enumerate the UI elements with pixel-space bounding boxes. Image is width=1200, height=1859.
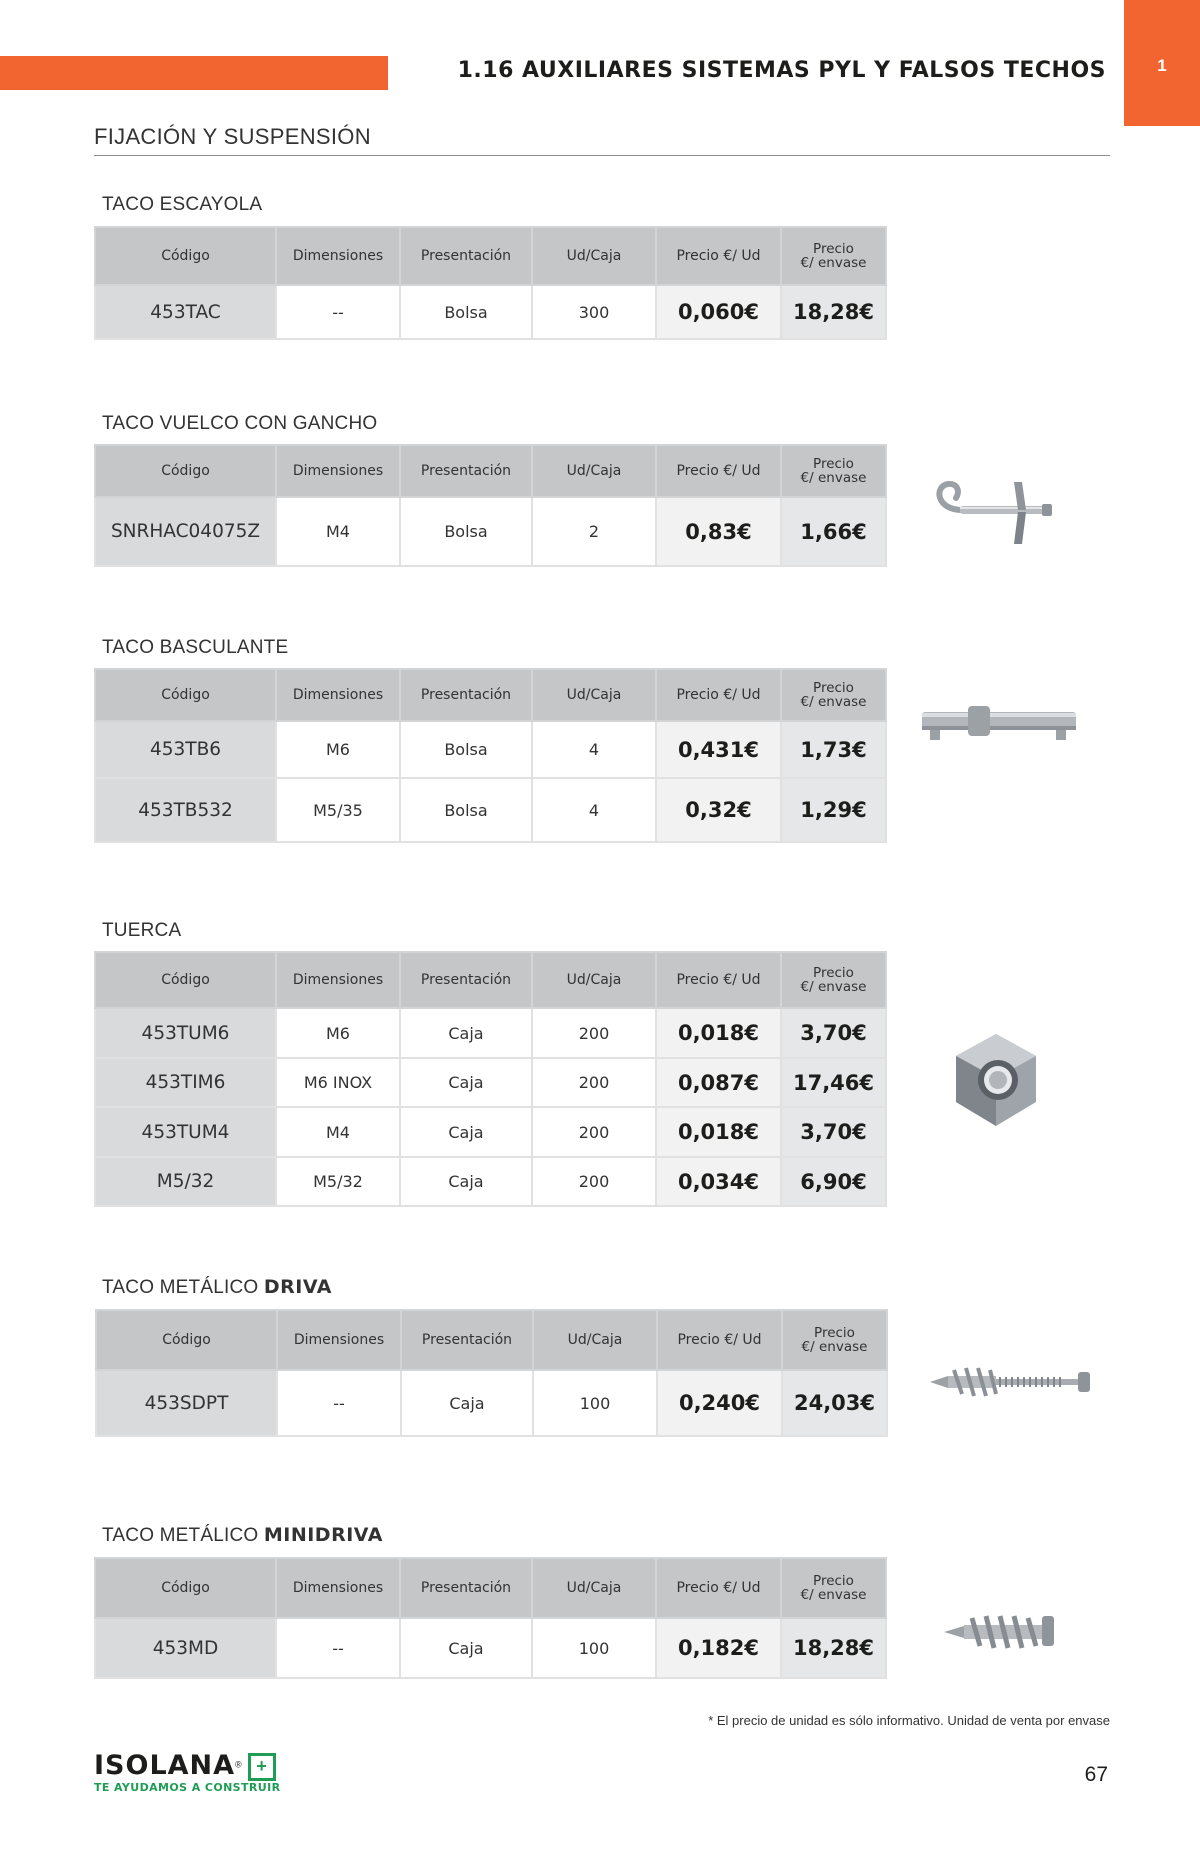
minidriva-anchor-icon (942, 1610, 1058, 1652)
cell-precio-ud: 0,32€ (656, 778, 781, 842)
cell-precio-envase: 1,29€ (781, 778, 886, 842)
col-precio-envase-header (781, 669, 886, 721)
cell-ud-caja: 300 (532, 285, 656, 339)
cell-codigo: 453TAC (95, 285, 276, 339)
header-accent-bar (0, 56, 388, 90)
col-precio-envase-header (781, 1558, 886, 1618)
col-dimensiones-header: Dimensiones (276, 445, 400, 497)
cell-codigo: 453TIM6 (95, 1058, 276, 1107)
col-codigo-header: Código (95, 952, 276, 1008)
price-table (94, 668, 887, 843)
cell-precio-ud: 0,018€ (656, 1008, 781, 1058)
logo-wordmark: ISOLANA (94, 1750, 236, 1781)
product-title (102, 412, 377, 435)
cell-dimensiones: M5/35 (276, 778, 400, 842)
cell-dimensiones: -- (277, 1370, 401, 1436)
product-title-text: TACO VUELCO CON GANCHO (102, 413, 378, 434)
col-precio-envase-header (781, 445, 886, 497)
cell-codigo: 453SDPT (96, 1370, 277, 1436)
product-title (102, 636, 288, 659)
cell-precio-envase: 1,66€ (781, 497, 886, 566)
cell-ud-caja: 100 (532, 1618, 656, 1678)
col-precio-ud-header: Precio €/ Ud (656, 952, 781, 1008)
table-row (96, 1370, 887, 1436)
product-title-bold: DRIVA (263, 1276, 332, 1298)
driva-anchor-icon (928, 1364, 1094, 1400)
cell-precio-ud: 0,060€ (656, 285, 781, 339)
cell-precio-envase: 3,70€ (781, 1008, 886, 1058)
cell-dimensiones: M4 (276, 1107, 400, 1157)
col-presentacion-header: Presentación (401, 1310, 533, 1370)
product-title-text: TACO ESCAYOLA (102, 194, 263, 215)
col-dimensiones-header: Dimensiones (276, 952, 400, 1008)
product-title (102, 1276, 332, 1299)
col-precio-ud-header: Precio €/ Ud (656, 227, 781, 285)
table-row (95, 1058, 886, 1107)
product-title-text: TACO METÁLICO (102, 1277, 264, 1298)
cell-dimensiones: -- (276, 285, 400, 339)
table-header-row (95, 669, 886, 721)
cell-presentacion: Caja (400, 1107, 532, 1157)
col-codigo-header: Código (95, 227, 276, 285)
cell-presentacion: Caja (400, 1618, 532, 1678)
cell-codigo: 453MD (95, 1618, 276, 1678)
cell-precio-ud: 0,431€ (656, 721, 781, 778)
header-line: €/ envase (800, 470, 867, 486)
col-codigo-header: Código (95, 1558, 276, 1618)
col-ud-caja-header: Ud/Caja (532, 1558, 656, 1618)
header-line: €/ envase (800, 979, 867, 995)
col-ud-caja-header: Ud/Caja (532, 669, 656, 721)
header-line: €/ envase (801, 1339, 868, 1355)
col-presentacion-header: Presentación (400, 227, 532, 285)
table-header-row (95, 952, 886, 1008)
header-line: €/ envase (800, 1587, 867, 1603)
cell-precio-envase: 24,03€ (782, 1370, 887, 1436)
cell-precio-envase: 18,28€ (781, 285, 886, 339)
col-precio-envase-header (782, 1310, 887, 1370)
table-header-row (95, 227, 886, 285)
logo-tagline: TE AYUDAMOS A CONSTRUIR (94, 1781, 281, 1794)
cell-ud-caja: 4 (532, 721, 656, 778)
cell-precio-envase: 17,46€ (781, 1058, 886, 1107)
col-presentacion-header: Presentación (400, 445, 532, 497)
cell-ud-caja: 100 (533, 1370, 657, 1436)
header-line: Precio (813, 456, 854, 472)
logo-plus-icon: + (248, 1753, 276, 1781)
col-dimensiones-header: Dimensiones (276, 1558, 400, 1618)
col-presentacion-header: Presentación (400, 669, 532, 721)
cell-dimensiones: -- (276, 1618, 400, 1678)
col-dimensiones-header: Dimensiones (276, 227, 400, 285)
col-precio-ud-header: Precio €/ Ud (656, 669, 781, 721)
col-ud-caja-header: Ud/Caja (532, 445, 656, 497)
cell-codigo: 453TB6 (95, 721, 276, 778)
product-title (102, 193, 262, 216)
cell-dimensiones: M6 INOX (276, 1058, 400, 1107)
page-number: 67 (1084, 1763, 1108, 1786)
cell-presentacion: Caja (401, 1370, 533, 1436)
col-precio-ud-header: Precio €/ Ud (657, 1310, 782, 1370)
cell-precio-envase: 1,73€ (781, 721, 886, 778)
header-line: Precio (813, 1573, 854, 1589)
cell-ud-caja: 4 (532, 778, 656, 842)
hex-nut-icon (948, 1030, 1044, 1130)
cell-presentacion: Bolsa (400, 285, 532, 339)
cell-precio-ud: 0,182€ (656, 1618, 781, 1678)
table-row (95, 497, 886, 566)
cell-precio-envase: 3,70€ (781, 1107, 886, 1157)
header-line: €/ envase (800, 255, 867, 271)
col-precio-envase-header (781, 227, 886, 285)
price-table (94, 951, 887, 1207)
cell-codigo: SNRHAC04075Z (95, 497, 276, 566)
toggle-anchor-icon (916, 700, 1082, 750)
col-ud-caja-header: Ud/Caja (532, 952, 656, 1008)
product-title-text: TACO BASCULANTE (102, 637, 289, 658)
col-codigo-header: Código (95, 669, 276, 721)
cell-precio-ud: 0,087€ (656, 1058, 781, 1107)
cell-ud-caja: 200 (532, 1157, 656, 1206)
col-precio-ud-header: Precio €/ Ud (656, 1558, 781, 1618)
cell-dimensiones: M4 (276, 497, 400, 566)
table-row (95, 778, 886, 842)
table-row (95, 1107, 886, 1157)
cell-codigo: 453TUM6 (95, 1008, 276, 1058)
product-title (102, 1524, 383, 1547)
table-header-row (96, 1310, 887, 1370)
col-dimensiones-header: Dimensiones (276, 669, 400, 721)
chapter-tab (1124, 0, 1200, 126)
header-line: Precio (813, 965, 854, 981)
cell-codigo: M5/32 (95, 1157, 276, 1206)
col-codigo-header: Código (95, 445, 276, 497)
price-table (94, 444, 887, 567)
header-line: Precio (813, 680, 854, 696)
price-table (95, 1309, 888, 1437)
cell-codigo: 453TUM4 (95, 1107, 276, 1157)
col-codigo-header: Código (96, 1310, 277, 1370)
cell-presentacion: Bolsa (400, 721, 532, 778)
col-presentacion-header: Presentación (400, 1558, 532, 1618)
col-ud-caja-header: Ud/Caja (532, 227, 656, 285)
hook-toggle-bolt-icon (922, 472, 1056, 552)
price-table (94, 1557, 887, 1679)
product-title-text: TACO METÁLICO (102, 1525, 264, 1546)
table-header-row (95, 445, 886, 497)
cell-presentacion: Caja (400, 1058, 532, 1107)
cell-ud-caja: 200 (532, 1058, 656, 1107)
cell-precio-ud: 0,018€ (656, 1107, 781, 1157)
product-title (102, 919, 181, 942)
section-title: FIJACIÓN Y SUSPENSIÓN (94, 124, 371, 149)
cell-presentacion: Bolsa (400, 778, 532, 842)
col-presentacion-header: Presentación (400, 952, 532, 1008)
header-line: Precio (813, 241, 854, 257)
cell-precio-ud: 0,034€ (656, 1157, 781, 1206)
product-title-bold: MINIDRIVA (263, 1524, 383, 1546)
cell-precio-ud: 0,83€ (656, 497, 781, 566)
table-row (95, 1157, 886, 1206)
cell-ud-caja: 200 (532, 1107, 656, 1157)
cell-dimensiones: M5/32 (276, 1157, 400, 1206)
price-footnote: * El precio de unidad es sólo informativo. Unidad de venta por envase (708, 1713, 1110, 1728)
cell-codigo: 453TB532 (95, 778, 276, 842)
table-row (95, 1008, 886, 1058)
cell-presentacion: Bolsa (400, 497, 532, 566)
cell-dimensiones: M6 (276, 721, 400, 778)
table-row (95, 1618, 886, 1678)
page-header-title: 1.16 AUXILIARES SISTEMAS PYL Y FALSOS TECHOS (457, 58, 1106, 83)
chapter-number: 1 (1157, 56, 1167, 75)
cell-precio-ud: 0,240€ (657, 1370, 782, 1436)
header-line: Precio (814, 1325, 855, 1341)
product-title-text: TUERCA (102, 920, 182, 941)
section-divider (94, 155, 1110, 156)
cell-precio-envase: 18,28€ (781, 1618, 886, 1678)
cell-precio-envase: 6,90€ (781, 1157, 886, 1206)
cell-ud-caja: 2 (532, 497, 656, 566)
isolana-logo: ISOLANA® + TE AYUDAMOS A CONSTRUIR (94, 1750, 281, 1794)
cell-ud-caja: 200 (532, 1008, 656, 1058)
header-line: €/ envase (800, 694, 867, 710)
table-row (95, 721, 886, 778)
col-precio-envase-header (781, 952, 886, 1008)
cell-presentacion: Caja (400, 1157, 532, 1206)
cell-dimensiones: M6 (276, 1008, 400, 1058)
table-header-row (95, 1558, 886, 1618)
col-ud-caja-header: Ud/Caja (533, 1310, 657, 1370)
table-row (95, 285, 886, 339)
col-dimensiones-header: Dimensiones (277, 1310, 401, 1370)
price-table (94, 226, 887, 340)
col-precio-ud-header: Precio €/ Ud (656, 445, 781, 497)
cell-presentacion: Caja (400, 1008, 532, 1058)
